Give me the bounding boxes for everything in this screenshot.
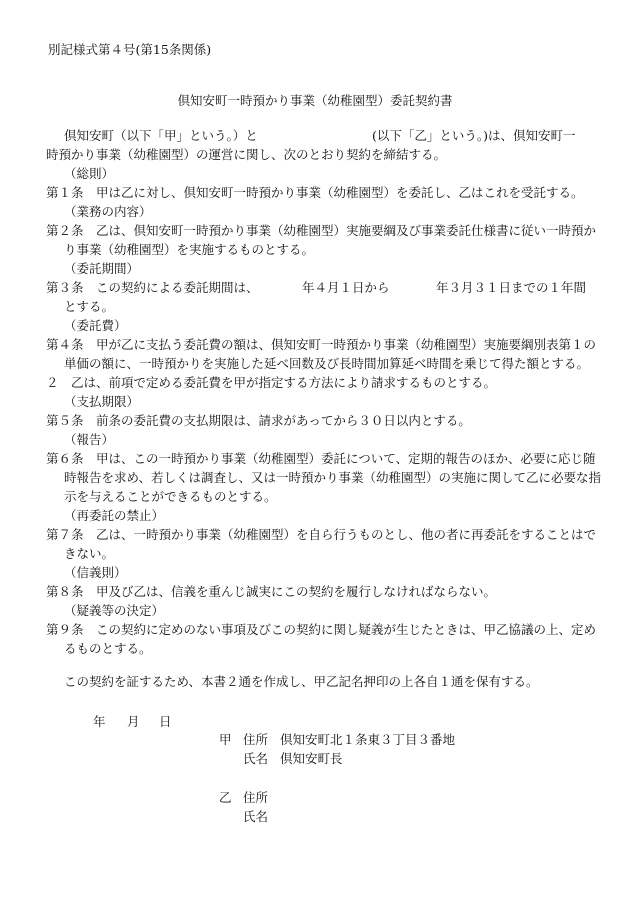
article-4-text: 第４条 甲が乙に支払う委託費の額は、倶知安町一時預かり事業（幼稚園型）実施要綱別表第１の	[46, 337, 597, 352]
date-day: 日	[159, 714, 172, 729]
article-7-text-cont: きない。	[64, 546, 115, 561]
article-1-text: 第１条 甲は乙に対し、倶知安町一時預かり事業（幼稚園型）を委託し、乙はこれを受託する。	[46, 185, 584, 200]
article-6-heading: （報告）	[64, 432, 115, 447]
article-8-heading: （信義則）	[64, 565, 127, 580]
article-6-text: 第６条 甲は、この一時預かり事業（幼稚園型）委託について、定期的報告のほか、必要に応じ随	[46, 451, 596, 466]
article-4-text-cont: 単価の額に、一時預かりを実施した延べ回数及び長時間加算延べ時間を乗じて得た額とする。	[64, 356, 590, 371]
party-a-name: 倶知安町長	[280, 751, 343, 766]
intro-party-b: (以下「乙」という。)は、倶知安町一	[372, 128, 576, 143]
period-to: 年３月３１日までの１年間	[436, 280, 587, 295]
article-9-heading: （疑義等の決定）	[64, 603, 165, 618]
party-b-mark: 乙	[219, 790, 232, 805]
intro-party-a: 倶知安町（以下「甲」という。）と	[64, 128, 258, 143]
article-2-text-cont: り事業（幼稚園型）を実施するものとする。	[64, 242, 315, 257]
closing-statement: この契約を証するため、本書２通を作成し、甲乙記名押印の上各自１通を保有する。	[64, 674, 539, 689]
article-4-heading: （委託費）	[64, 318, 127, 333]
party-b-name-label: 氏名	[243, 809, 269, 824]
article-3-heading: （委託期間）	[64, 261, 140, 276]
party-a-address-label: 住所	[243, 732, 269, 747]
article-9-text-cont: るものとする。	[64, 641, 152, 656]
date-year: 年	[93, 714, 106, 729]
article-2-text: 第２条 乙は、倶知安町一時預かり事業（幼稚園型）実施要綱及び事業委託仕様書に従い一時預か	[46, 223, 597, 238]
article-9-text: 第９条 この契約に定めのない事項及びこの契約に関し疑義が生じたときは、甲乙協議の上、定め	[46, 622, 597, 637]
party-a-address: 倶知安町北１条東３丁目３番地	[280, 732, 456, 747]
period-from: 年４月１日から	[302, 280, 390, 295]
intro-continuation: 時預かり事業（幼稚園型）の運営に関し、次のとおり契約を締結する。	[46, 147, 447, 162]
article-5-text: 第５条 前条の委託費の支払期限は、請求があってから３０日以内とする。	[46, 413, 471, 428]
article-3-text: 第３条 この契約による委託期間は、	[46, 280, 259, 295]
form-number: 別記様式第４号(第15条関係)	[48, 42, 212, 57]
article-4-paragraph-2: ２ 乙は、前項で定める委託費を甲が指定する方法により請求するものとする。	[46, 375, 497, 390]
document-title: 倶知安町一時預かり事業（幼稚園型）委託契約書	[177, 93, 453, 108]
article-6-text-cont-2: 示を与えることができるものとする。	[64, 489, 277, 504]
article-7-heading: （再委託の禁止）	[64, 508, 165, 523]
article-7-text: 第７条 乙は、一時預かり事業（幼稚園型）を自ら行うものとし、他の者に再委託をすることはで	[46, 527, 597, 542]
article-2-heading: （業務の内容）	[64, 204, 152, 219]
article-5-heading: （支払期限）	[64, 394, 140, 409]
party-b-address-label: 住所	[243, 790, 269, 805]
party-a-name-label: 氏名	[243, 751, 269, 766]
article-8-text: 第８条 甲及び乙は、信義を重んじ誠実にこの契約を履行しなければならない。	[46, 584, 497, 599]
party-a-mark: 甲	[219, 732, 232, 747]
article-6-text-cont: 時報告を求め、若しくは調査し、又は一時預かり事業（幼稚園型）の実施に関して乙に必要な指	[64, 470, 602, 485]
date-month: 月	[127, 714, 140, 729]
article-1-heading: （総則）	[64, 166, 115, 181]
article-3-text-cont: とする。	[64, 299, 115, 314]
